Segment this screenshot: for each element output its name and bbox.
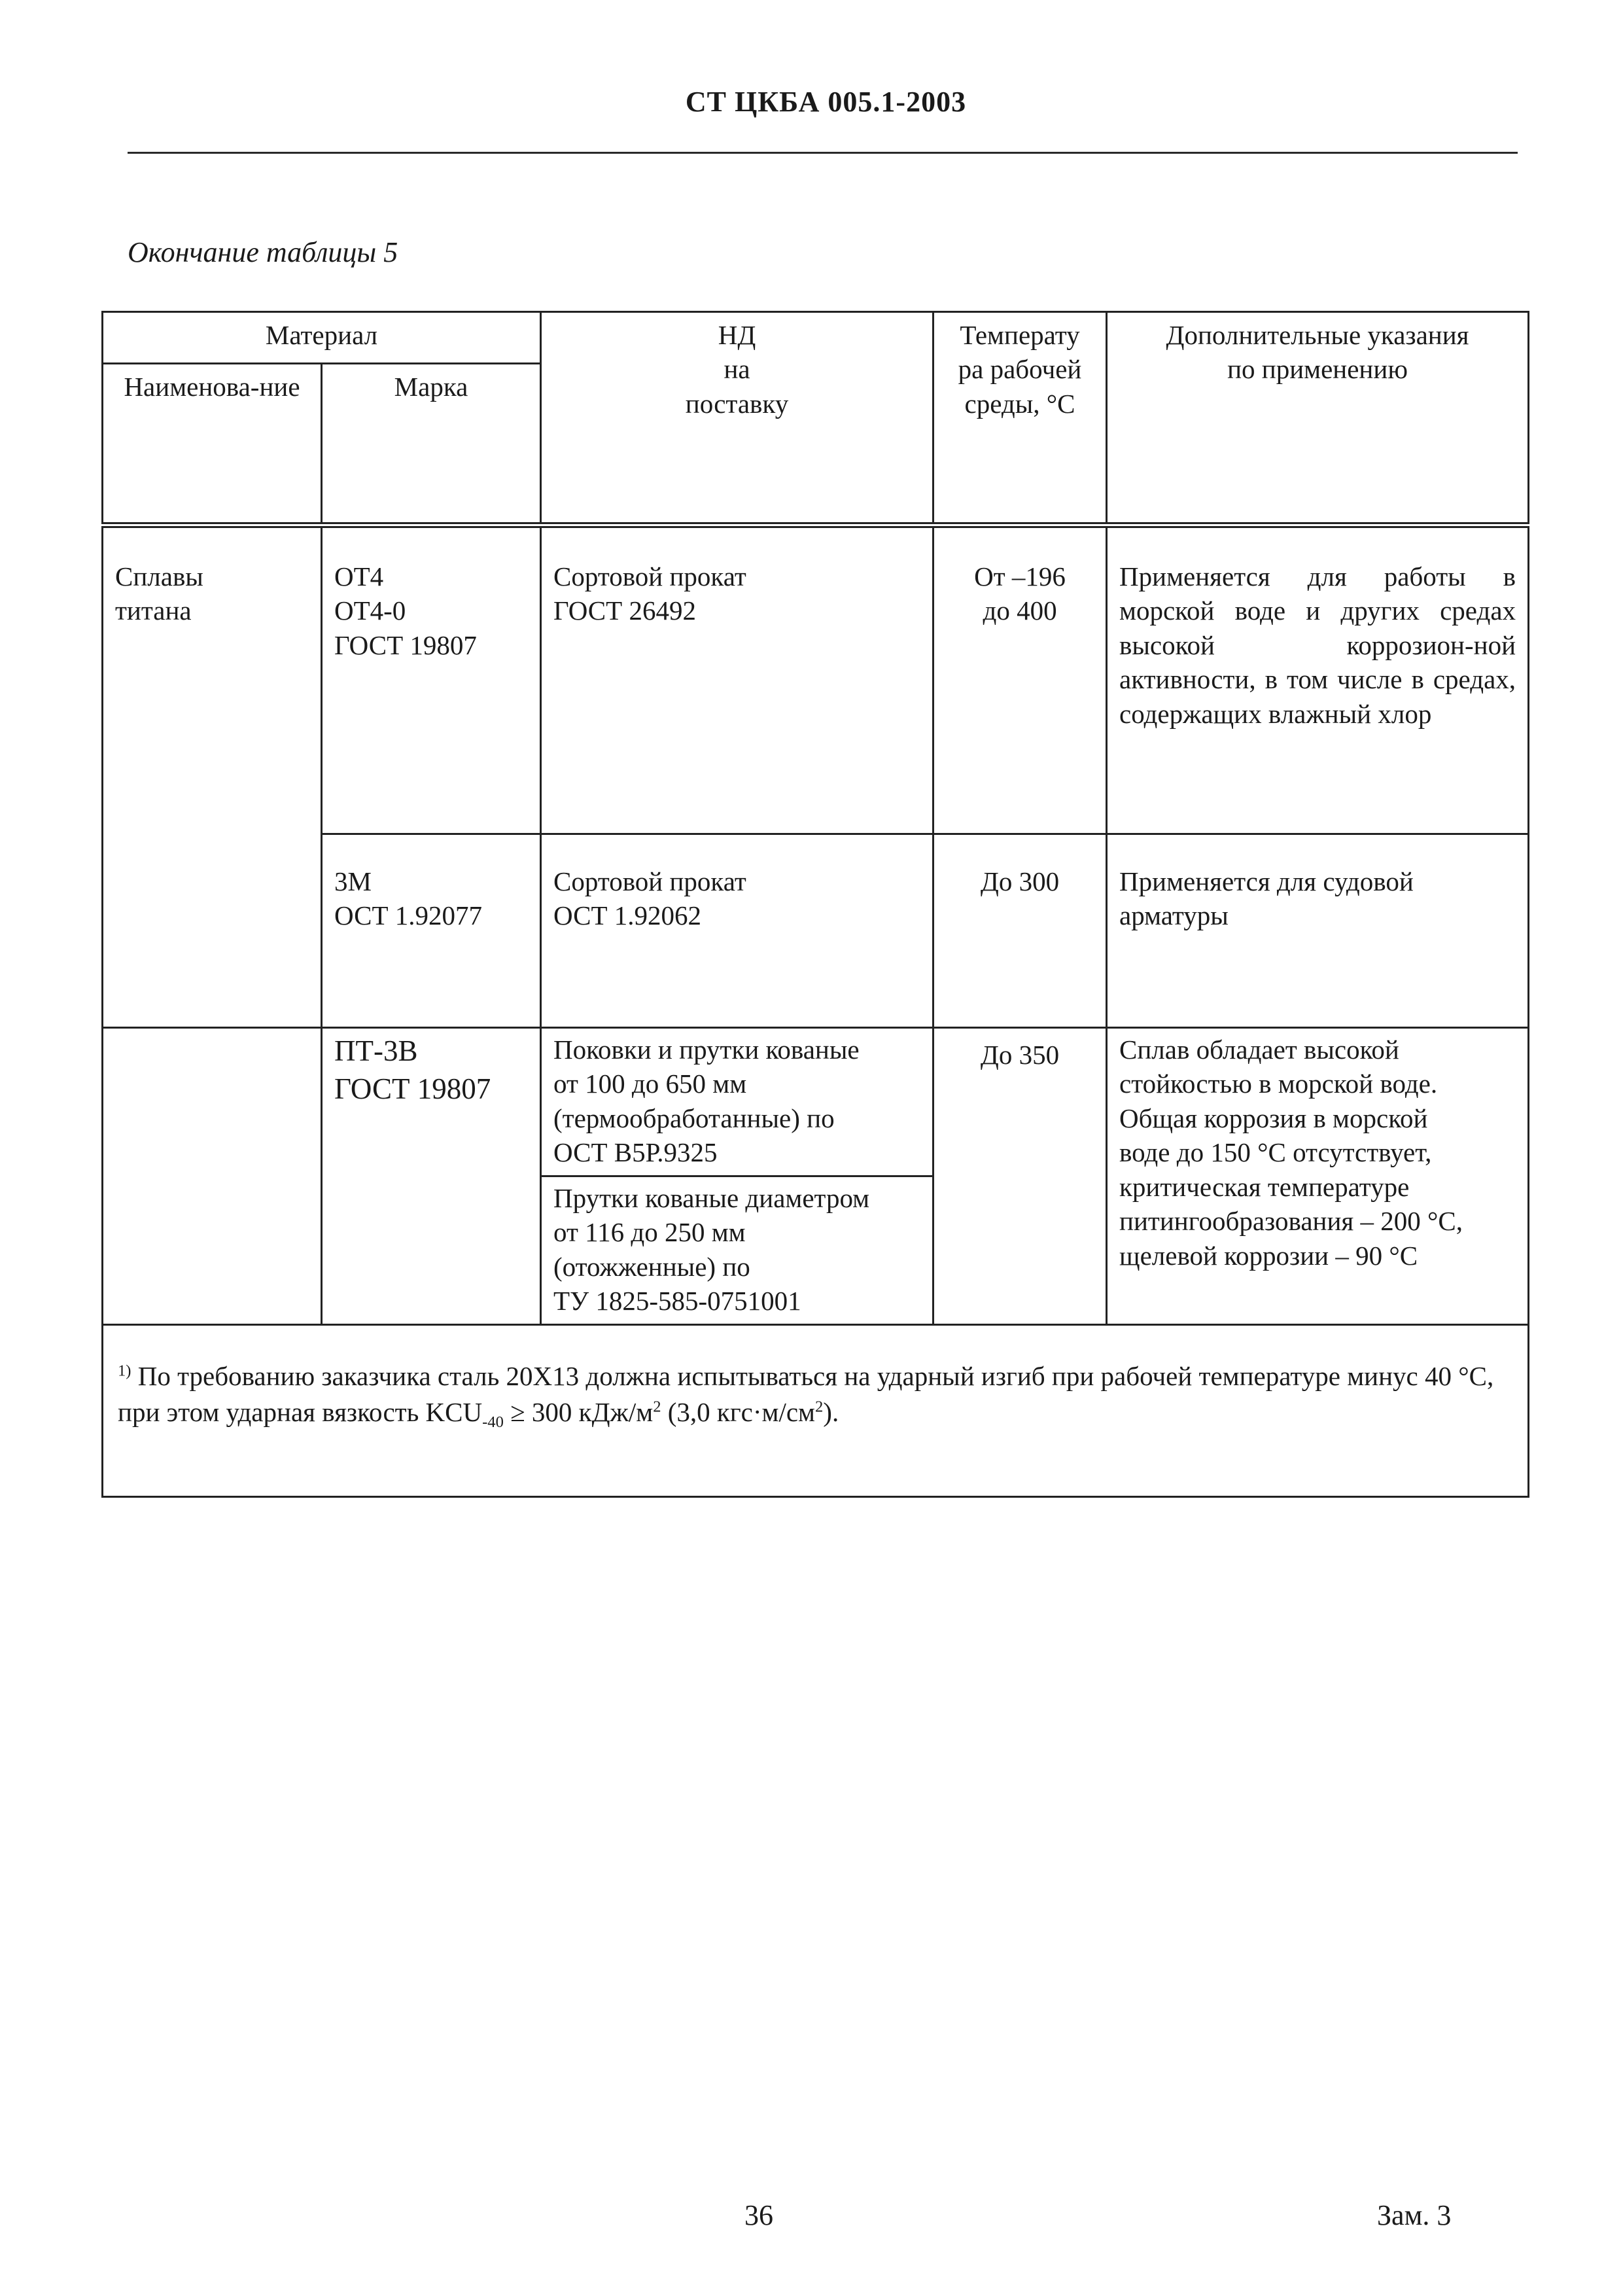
header-notes-line2: по применению [1227,354,1408,385]
footnote [103,1324,1529,1496]
cell-temperature: До 350 [934,1028,1107,1325]
cell-name-empty [103,1028,322,1325]
header-material: Материал [103,312,541,364]
footnote-text: ). [823,1397,839,1428]
grade-line: ОТ4 [334,561,384,592]
header-temperature [934,312,1107,525]
materials-table [101,311,1529,1498]
cell-nd [541,1028,934,1176]
grade-line: ОТ4-0 [334,595,406,626]
notes-line: щелевой коррозии – 90 °С [1119,1240,1418,1271]
grade-line: ОСТ 1.92077 [334,900,483,931]
nd-line: от 100 до 650 мм [553,1069,747,1099]
notes-line: Применяется для судовой [1119,866,1414,896]
notes-line: стойкостью в морской воде. [1119,1069,1438,1099]
cell-notes: Применяется для работы в морской воде и других средах высокой коррозион-ной активности, в том числе в средах, содержащих влажный хлор [1107,525,1529,834]
cell-name [103,525,322,1028]
name-line: Сплавы [115,561,203,592]
name-line: титана [115,595,192,626]
cell-nd [541,525,934,834]
nd-line: Поковки и прутки кованые [553,1034,860,1065]
footnote-text: ≥ 300 кДж/м [503,1397,654,1428]
nd-line: ОСТ 1.92062 [553,900,702,931]
notes-line: Общая коррозия в морской [1119,1103,1428,1133]
notes-line: воде до 150 °С отсутствует, [1119,1137,1432,1168]
cell-grade [322,834,541,1028]
footnote-superscript: 2 [653,1398,661,1416]
header-notes [1107,312,1529,525]
cell-nd [541,1176,934,1324]
temp-line: От –196 [974,561,1066,592]
header-notes-line1: Дополнительные указания [1166,320,1469,350]
cell-temperature: До 300 [934,834,1107,1028]
nd-line: ГОСТ 26492 [553,595,696,626]
cell-temperature [934,525,1107,834]
temp-line: до 400 [983,595,1057,626]
nd-line: Сортовой прокат [553,561,746,592]
nd-line: Сортовой прокат [553,866,746,896]
cell-grade [322,525,541,834]
notes-line: арматуры [1119,900,1229,931]
table-row [103,525,1529,834]
header-temperature-text: Температу ра рабочей среды, °С [958,320,1082,419]
footnote-subscript: -40 [482,1413,504,1432]
header-row [103,312,1529,364]
table-row [103,1028,1529,1176]
nd-line: ОСТ В5Р.9325 [553,1137,718,1168]
cell-notes [1107,1028,1529,1325]
nd-line: (термообработанные) по [553,1103,835,1133]
footnote-row [103,1324,1529,1496]
document-header: СТ ЦКБА 005.1-2003 [685,86,967,118]
header-nd [541,312,934,525]
header-grade: Марка [322,364,541,525]
header-name: Наименова-ние [103,364,322,525]
footnote-text: По требованию заказчика сталь 20Х13 должна испытываться на ударный изгиб при рабочей температуре минус 40 °С, при этом ударная вязкость KCU [118,1360,1494,1428]
grade-line: ПТ-3В [334,1034,418,1067]
notes-line: критическая температуре [1119,1171,1410,1202]
header-nd-line3: поставку [685,388,789,419]
page-number: 36 [744,2199,773,2231]
nd-line: от 116 до 250 мм [553,1217,746,1248]
table-caption: Окончание таблицы 5 [128,236,398,268]
notes-line: питингообразования – 200 °С, [1119,1206,1463,1237]
grade-line: ГОСТ 19807 [334,1072,491,1105]
footnote-superscript: 2 [815,1398,824,1416]
grade-line: ГОСТ 19807 [334,629,477,660]
footnote-marker: 1) [118,1362,131,1380]
nd-line: (отожженные) по [553,1251,750,1282]
cell-notes [1107,834,1529,1028]
revision-label: Зам. 3 [1377,2199,1452,2231]
header-nd-line1: НД [718,320,756,350]
header-nd-line2: на [724,354,750,385]
nd-line: ТУ 1825-585-0751001 [553,1286,801,1316]
nd-line: Прутки кованые диаметром [553,1182,870,1213]
grade-line: 3М [334,866,372,896]
footnote-text: (3,0 кгс·м/см [661,1397,815,1428]
notes-line: Сплав обладает высокой [1119,1034,1399,1065]
cell-nd [541,834,934,1028]
header-divider [128,152,1518,154]
cell-grade [322,1028,541,1325]
